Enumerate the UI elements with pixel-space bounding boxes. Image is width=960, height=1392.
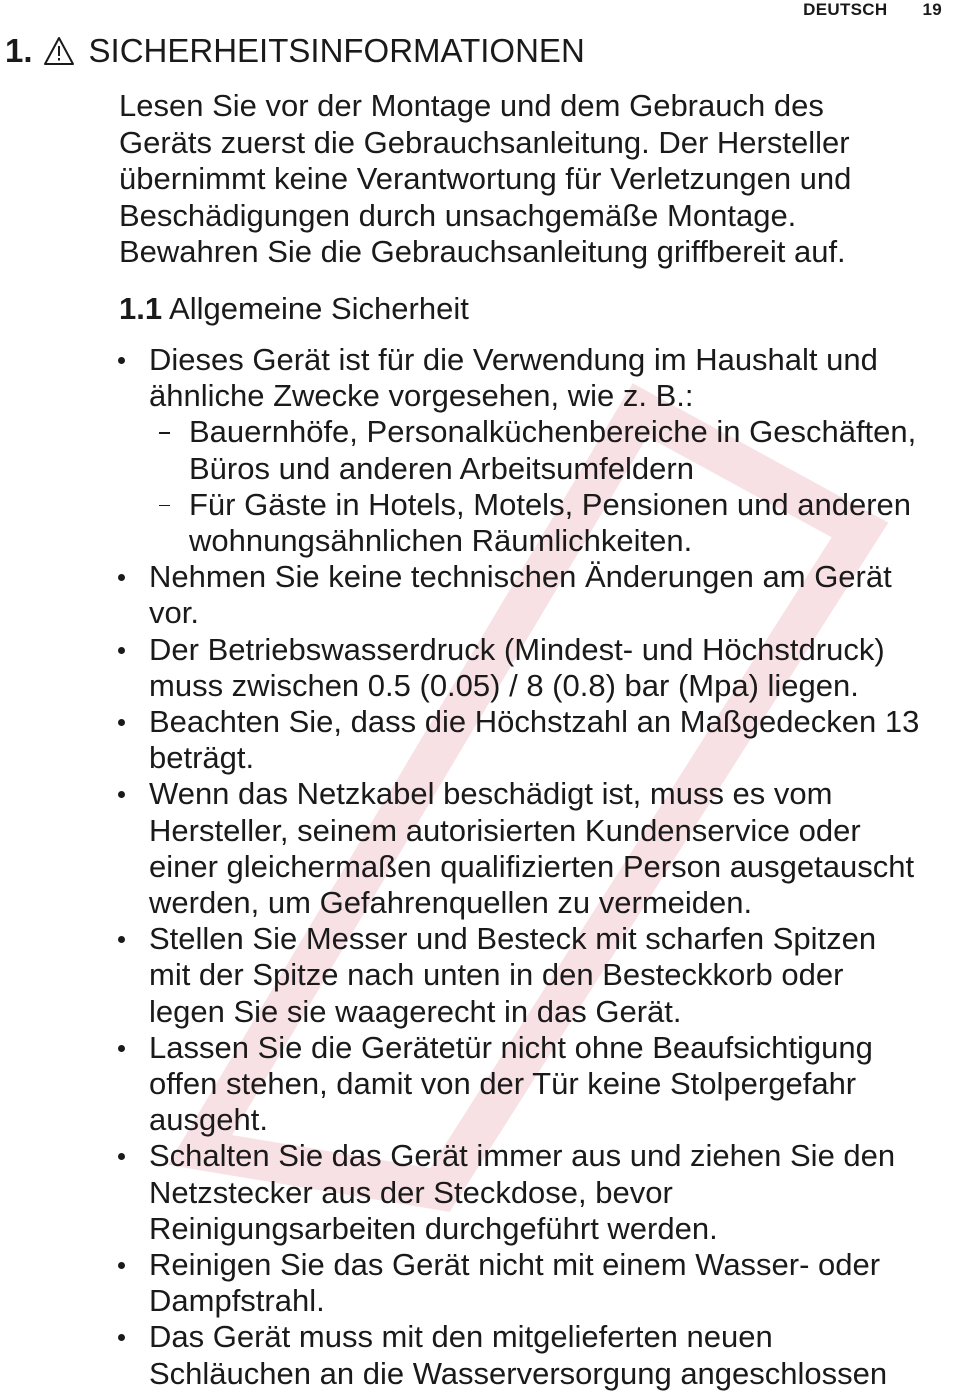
- intro-line: Beschädigungen durch unsachgemäße Montage.: [119, 197, 797, 233]
- list-item-line: Dieses Gerät ist für die Verwendung im Haushalt und: [149, 342, 878, 377]
- page-number: 19: [922, 0, 942, 19]
- bullet-dot: [118, 791, 125, 798]
- list-item-line: Wenn das Netzkabel beschädigt ist, muss es vom: [149, 776, 833, 812]
- list-item-line: Schläuchen an die Wasserversorgung angeschlossen: [149, 1355, 888, 1391]
- sub-list-item-line: Büros und anderen Arbeitsumfeldern: [189, 450, 694, 486]
- bullet-dot: [118, 719, 125, 726]
- list-item: [118, 776, 960, 921]
- list-item-line: ähnliche Zwecke vorgesehen, wie z. B.:: [149, 378, 694, 414]
- list-item: [118, 921, 960, 1030]
- list-item-line: Reinigen Sie das Gerät nicht mit einem Wasser- oder: [149, 1247, 881, 1283]
- dash-marker: [159, 432, 170, 434]
- sub-list-item: [118, 414, 960, 486]
- sub-list-item-line: Für Gäste in Hotels, Motels, Pensionen und anderen: [189, 486, 912, 522]
- list-item: [118, 559, 960, 631]
- bullet-dot: [118, 647, 125, 654]
- list-item-line: beträgt.: [149, 740, 255, 776]
- bullet-dot: [118, 1153, 125, 1160]
- language-label: DEUTSCH: [803, 0, 888, 19]
- list-item-line: einer gleichermaßen qualifizierten Person ausgetauscht: [149, 848, 915, 884]
- list-item-line: mit der Spitze nach unten in den Besteckkorb oder: [149, 957, 844, 993]
- list-item-line: Reinigungsarbeiten durchgeführt werden.: [149, 1210, 718, 1246]
- sub-list-item: [118, 487, 960, 559]
- list-item-line: Hersteller, seinem autorisierten Kundenservice oder: [149, 812, 861, 848]
- page-header: [803, 0, 942, 20]
- list-item-line: Netzstecker aus der Steckdose, bevor: [149, 1174, 673, 1210]
- bullet-dot: [118, 1045, 125, 1052]
- list-item-line: muss zwischen 0.5 (0.05) / 8 (0.8) bar (Mpa) liegen.: [149, 667, 859, 703]
- list-item-line: Beachten Sie, dass die Höchstzahl an Maßgedecken 13: [149, 704, 920, 740]
- dash-marker: [159, 505, 170, 507]
- bullet-dot: [118, 574, 125, 581]
- bullet-dot: [118, 357, 125, 364]
- bullet-dot: [118, 1334, 125, 1341]
- bullet-dot: [118, 936, 125, 943]
- list-item-line: Das Gerät muss mit den mitgelieferten neuen: [149, 1319, 773, 1355]
- list-item-line: vor.: [149, 595, 199, 631]
- bullet-dot: [118, 1262, 125, 1269]
- list-item: [118, 1138, 960, 1247]
- list-item-line: legen Sie sie waagerecht in das Gerät.: [149, 993, 682, 1029]
- list-item-line: Der Betriebswasserdruck (Mindest- und Höchstdruck): [149, 631, 885, 667]
- list-item: [118, 704, 960, 776]
- intro-line: Bewahren Sie die Gebrauchsanleitung griffbereit auf.: [119, 234, 846, 269]
- section-number: 1.: [5, 32, 33, 69]
- list-item: [118, 632, 960, 704]
- section-title-text: SICHERHEITSINFORMATIONEN: [88, 32, 585, 69]
- subsection-title: Allgemeine Sicherheit: [169, 291, 469, 326]
- list-item-line: offen stehen, damit von der Tür keine Stolpergefahr: [149, 1066, 857, 1102]
- intro-line: Lesen Sie vor der Montage und dem Gebrauch des: [119, 88, 824, 123]
- list-item-line: Dampfstrahl.: [149, 1283, 325, 1319]
- subsection-heading: [119, 290, 469, 328]
- intro-line: übernimmt keine Verantwortung für Verletzungen und: [119, 161, 852, 196]
- sub-list-item-line: Bauernhöfe, Personalküchenbereiche in Geschäften,: [189, 414, 917, 450]
- list-item: [118, 1247, 960, 1319]
- safety-list: [118, 342, 960, 1392]
- list-item: [118, 1319, 960, 1391]
- subsection-number: 1.1: [119, 291, 163, 326]
- warning-triangle-icon: [43, 36, 75, 66]
- section-title: [5, 32, 585, 70]
- list-item-line: Nehmen Sie keine technischen Änderungen am Gerät: [149, 559, 892, 595]
- intro-line: Geräts zuerst die Gebrauchsanleitung. Der Hersteller: [119, 124, 850, 160]
- list-item-line: ausgeht.: [149, 1102, 268, 1138]
- list-item-line: Stellen Sie Messer und Besteck mit scharfen Spitzen: [149, 921, 877, 957]
- list-item-line: Lassen Sie die Gerätetür nicht ohne Beaufsichtigung: [149, 1029, 873, 1065]
- list-item-line: Schalten Sie das Gerät immer aus und ziehen Sie den: [149, 1138, 896, 1174]
- list-item-line: werden, um Gefahrenquellen zu vermeiden.: [149, 885, 753, 921]
- sub-list-item-line: wohnungsähnlichen Räumlichkeiten.: [189, 523, 693, 559]
- list-item: [118, 1030, 960, 1139]
- list-item: [118, 342, 960, 414]
- intro-paragraph: [119, 88, 919, 271]
